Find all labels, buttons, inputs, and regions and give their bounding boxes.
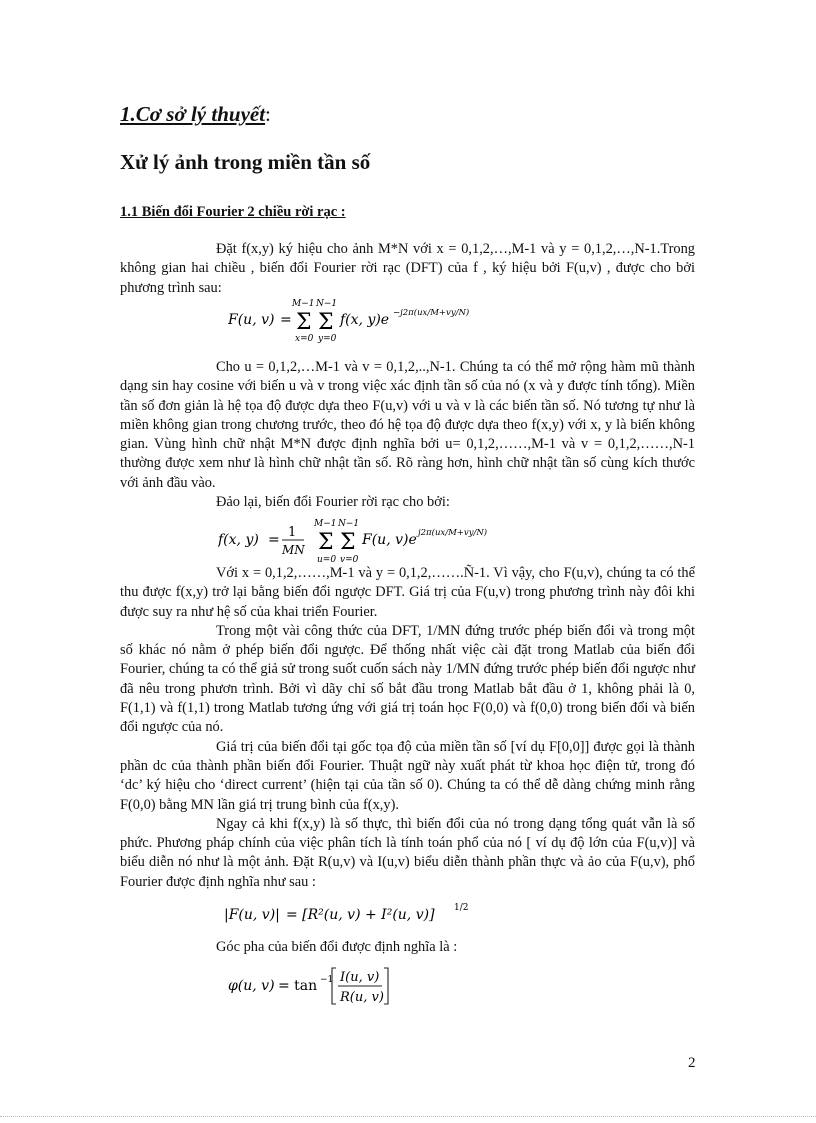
dft-body: f(x, y)e xyxy=(340,312,390,328)
magnitude-lhs: |F(u, v)| xyxy=(224,907,280,923)
phase-tan: = tan xyxy=(278,978,318,994)
magnitude-rhs: = [R²(u, v) + I²(u, v)] xyxy=(286,907,435,923)
idft-sum1-top: M−1 xyxy=(314,519,337,529)
idft-lhs: f(x, y) xyxy=(218,532,259,548)
paragraph-inverse-dft: Với x = 0,1,2,……,M-1 và y = 0,1,2,…….Ñ-1. Vì vậy, cho F(u,v), chúng ta có thể thu được f(x,y) trở lại bằng biến đổi ngược DFT. Giá trị của F(u,v) trong phương trình này đôi khi được suy ra như hệ số của khai triển Fourier. xyxy=(120,565,695,620)
phase-lhs: φ(u, v) xyxy=(228,978,275,994)
section-heading-text: 1.Cơ sở lý thuyết xyxy=(120,102,266,126)
phase-denominator: R(u, v) xyxy=(340,990,384,1005)
idft-equals: = xyxy=(268,532,280,548)
paragraph-inverse-intro: Đảo lại, biến đổi Fourier rời rạc cho bởi: xyxy=(216,494,450,511)
paragraph-intro: Đặt f(x,y) ký hiệu cho ảnh M*N với x = 0,1,2,…,M-1 và y = 0,1,2,…,N-1.Trong không gian hai chiều , biến đổi Fourier rời rạc (DFT) của f , ký hiệu bởi F(u,v) , được cho bởi phương trình sau: xyxy=(120,241,695,296)
paragraph-block-4 xyxy=(120,938,695,957)
dft-exponent: −j2π(ux/M+vy/N) xyxy=(393,308,470,318)
paragraph-phase-intro: Góc pha của biến đổi được định nghĩa là : xyxy=(216,939,458,955)
idft-sum1-bottom: u=0 xyxy=(317,555,337,565)
subsection-title: Xử lý ảnh trong miền tần số xyxy=(120,150,371,174)
dft-sum1-sigma: Σ xyxy=(296,310,312,335)
dft-equation xyxy=(228,296,518,344)
dft-sum2-sigma: Σ xyxy=(318,310,334,335)
idft-numerator: 1 xyxy=(288,525,297,540)
page-number: 2 xyxy=(688,1055,696,1071)
dft-lhs: F(u, v) xyxy=(228,312,275,328)
paragraph-block-3 xyxy=(120,564,695,892)
paragraph-block-2 xyxy=(120,358,695,512)
paragraph-frequency-domain: Cho u = 0,1,2,…M-1 và v = 0,1,2,..,N-1. Chúng ta có thể mở rộng hàm mũ thành dạng sin hay cosine với biến u và v trong việc xác định tần số của nó (x và y được tính tổng). Miền tần số đơn giản là hệ tọa độ được dựa theo F(u,v) với u và v là các biến tần số. Nó tương tự như là miền không gian trong chương trước, theo đó hệ tọa độ được dựa theo f(x,y) với x, y là biến không gian. Vùng hình chữ nhật M*N được định nghĩa bởi u= 0,1,2,……,M-1 và v = 0,1,2,……,N-1 thường được xem như là hình chữ nhật tần số. Rõ ràng hơn, hình chữ nhật tần số cùng kích thước với ảnh đầu vào. xyxy=(120,359,695,491)
dft-sum1-top: M−1 xyxy=(292,299,315,309)
idft-denominator: MN xyxy=(282,543,305,557)
idft-body: F(u, v)e xyxy=(362,532,417,548)
magnitude-exponent: 1/2 xyxy=(454,903,469,913)
idft-sum2-top: N−1 xyxy=(338,519,360,529)
magnitude-equation xyxy=(224,900,484,926)
dft-sum1-bottom: x=0 xyxy=(295,334,314,344)
section-heading xyxy=(120,102,271,127)
idft-sum2-sigma: Σ xyxy=(340,530,356,555)
paragraph-matlab-convention: Trong một vài công thức của DFT, 1/MN đứng trước phép biến đổi và trong một số khác nó nằm ở phép biến đổi ngược. Để thống nhất việc cài đặt trong Matlab của biến đổi Fourier, chúng ta có thể giả sử trong suốt cuốn sách này 1/MN đứng trước phép biến đổi ngược như đã nêu trong phươn trình. Bởi vì dãy chỉ số bắt đầu trong Matlab bắt đầu ở 1, không phải là 0, F(1,1) và f(1,1) trong Matlab tương ứng với giá trị toán học F(0,0) và f(0,0) trong biến đổi và biến đổi ngược của nó. xyxy=(120,622,695,736)
idft-equation xyxy=(218,516,508,568)
dft-sum2-top: N−1 xyxy=(316,299,338,309)
paragraph-block-1 xyxy=(120,240,695,298)
paragraph-spectrum: Ngay cả khi f(x,y) là số thực, thì biến đổi của nó trong dạng tổng quát vẫn là số phức. Phương pháp chính của việc phân tích là tính toán phổ của nó [ ví dụ độ lớn của F(u,v)] và biểu diễn nó như là một ảnh. Đặt R(u,v) và I(u,v) biểu diễn thành phần thực và ảo của F(u,v), phổ Fourier được định nghĩa như sau : xyxy=(120,815,695,890)
phase-equation xyxy=(228,964,428,1008)
idft-exponent: j2π(ux/M+vy/N) xyxy=(418,528,488,538)
subsection-heading: 1.1 Biến đổi Fourier 2 chiều rời rạc : xyxy=(120,204,346,220)
idft-sum2-bottom: v=0 xyxy=(340,555,359,565)
phase-right-bracket xyxy=(384,968,388,1004)
dft-sum2-bottom: y=0 xyxy=(318,334,337,344)
phase-exponent: −1 xyxy=(320,975,334,985)
dft-equals: = xyxy=(280,312,292,328)
paragraph-dc-component: Giá trị của biến đổi tại gốc tọa độ của miền tần số [ví dụ F[0,0]] được gọi là thành phần dc của thành phần biến đổi Fourier. Thuật ngữ này xuất phát từ khoa học điện tử, trong đó ‘dc’ ký hiệu cho ‘direct current’ (hiện tại của tần số 0). Chúng ta có thể dễ dàng chứng minh rằng F(0,0) bằng MN lần giá trị trung bình của f(x,y). xyxy=(120,738,695,813)
phase-left-bracket xyxy=(332,968,336,1004)
page-footer-line xyxy=(0,1116,816,1117)
section-heading-colon: : xyxy=(265,102,271,126)
phase-numerator: I(u, v) xyxy=(340,970,380,985)
idft-sum1-sigma: Σ xyxy=(318,530,334,555)
